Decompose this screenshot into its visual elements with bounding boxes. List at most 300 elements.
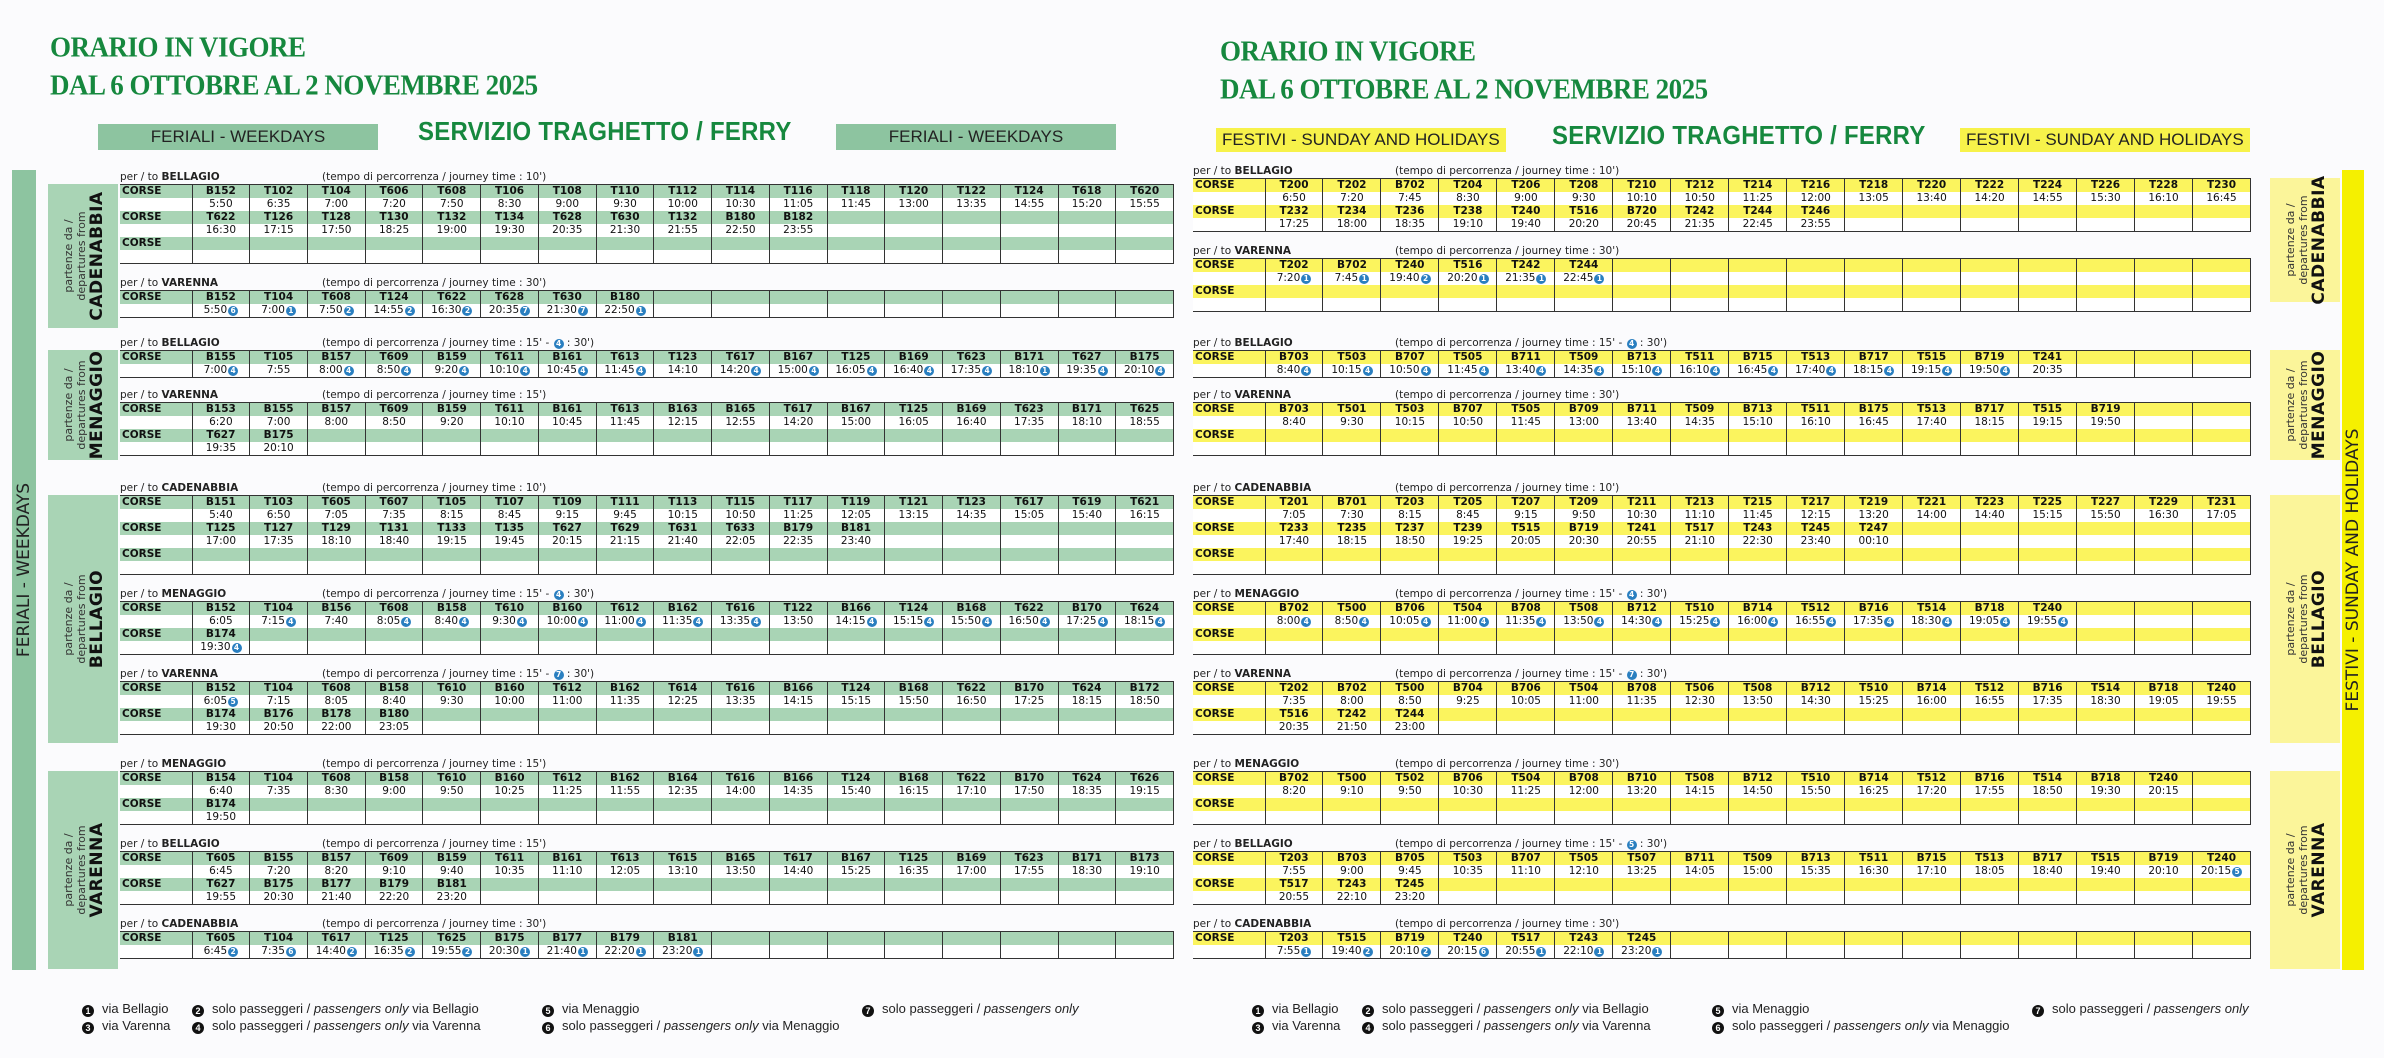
ferry-code: B708 xyxy=(1613,682,1671,696)
route-destination: per / to CADENABBIA xyxy=(120,482,239,494)
station-label xyxy=(2270,495,2340,743)
note-badge-4-icon: 4 xyxy=(2058,617,2068,627)
ferry-code xyxy=(2193,932,2251,946)
time-cell xyxy=(943,865,1001,878)
time-cell xyxy=(192,785,250,798)
departure-time: 16:05 xyxy=(835,364,866,376)
table-row-times xyxy=(120,945,1174,959)
ferry-code xyxy=(943,798,1001,811)
time-cell xyxy=(827,891,885,905)
time-cell xyxy=(2135,615,2193,628)
note-badge-1-icon: 1 xyxy=(1652,947,1662,957)
ferry-code xyxy=(1671,628,1729,641)
time-cell xyxy=(654,364,712,378)
ferry-code xyxy=(1000,211,1058,224)
journey-time: (tempo di percorrenza / journey time : 15') xyxy=(322,758,547,770)
ferry-code: T244 xyxy=(1729,205,1787,218)
ferry-code xyxy=(1961,708,2019,721)
table-row-codes xyxy=(1193,932,2251,946)
time-cell xyxy=(654,865,712,878)
table-row-times xyxy=(120,509,1174,522)
journey-time: (tempo di percorrenza / journey time : 30') xyxy=(1395,758,1620,770)
ferry-code: T110 xyxy=(596,185,654,199)
ferry-code xyxy=(2019,708,2077,721)
ferry-code: B151 xyxy=(192,496,250,510)
ferry-code xyxy=(1058,708,1116,721)
row-label: CORSE xyxy=(1193,285,1265,298)
time-cell xyxy=(1381,561,1439,574)
ferry-code: T619 xyxy=(1058,496,1116,510)
ferry-code: B152 xyxy=(192,682,250,696)
ferry-code: B155 xyxy=(250,403,308,417)
station-name: MENAGGIO xyxy=(87,350,107,460)
time-cell xyxy=(2135,721,2193,735)
time-cell xyxy=(943,416,1001,429)
ferry-code xyxy=(307,628,365,641)
time-cell xyxy=(1000,641,1058,655)
departure-time: 17:00 xyxy=(956,865,987,877)
time-cell xyxy=(1323,945,1381,959)
ferry-code: T608 xyxy=(365,602,423,616)
note-badge-4-icon: 4 xyxy=(554,590,564,600)
time-cell xyxy=(596,224,654,237)
time-cell xyxy=(1613,192,1671,205)
ferry-code: B153 xyxy=(192,403,250,417)
ferry-code: B708 xyxy=(1497,602,1555,616)
time-cell xyxy=(1323,811,1381,824)
departure-time: 19:10 xyxy=(1452,218,1484,230)
time-cell xyxy=(2193,416,2251,429)
departure-time: 15:15 xyxy=(840,695,872,707)
time-cell xyxy=(943,891,1001,905)
time-cell xyxy=(423,442,481,456)
time-cell xyxy=(1000,721,1058,735)
ferry-code xyxy=(1323,628,1381,641)
departure-time: 15:50 xyxy=(1800,785,1831,797)
departure-time: 8:05 xyxy=(324,695,349,707)
ferry-code xyxy=(1729,548,1787,561)
departures-from xyxy=(62,569,107,669)
departures-label-en: departures from xyxy=(2297,574,2310,664)
time-cell xyxy=(192,224,250,237)
ferry-code xyxy=(596,878,654,891)
departure-time: 14:50 xyxy=(1742,785,1773,797)
departure-time: 8:15 xyxy=(440,509,464,521)
departure-time: 9:20 xyxy=(434,364,459,376)
note-badge-2-icon: 2 xyxy=(344,306,354,316)
legend-number-1-icon: 1 xyxy=(82,1005,94,1017)
ferry-code: B714 xyxy=(1845,772,1903,786)
row-label-empty xyxy=(1193,695,1265,708)
departure-time: 10:15 xyxy=(667,509,698,521)
ferry-code: T503 xyxy=(1381,403,1439,417)
ferry-code: T505 xyxy=(1439,351,1497,365)
time-cell xyxy=(712,250,770,263)
ferry-code xyxy=(827,237,885,250)
ferry-code xyxy=(712,628,770,641)
table-row-codes xyxy=(120,772,1174,786)
ferry-code: B162 xyxy=(596,682,654,696)
departure-time: 10:10 xyxy=(1626,192,1657,204)
time-cell xyxy=(943,561,1001,574)
time-cell xyxy=(1671,192,1729,205)
legend-number-3-icon: 3 xyxy=(1252,1022,1264,1034)
time-cell xyxy=(654,891,712,905)
ferry-code xyxy=(1439,628,1497,641)
departure-time: 16:30 xyxy=(431,304,462,316)
departure-time: 17:35 xyxy=(950,364,982,376)
time-cell xyxy=(538,865,596,878)
time-cell xyxy=(1613,561,1671,574)
row-label-empty xyxy=(120,891,192,905)
time-cell xyxy=(1845,509,1903,522)
time-cell xyxy=(1613,535,1671,548)
time-cell xyxy=(654,695,712,708)
ferry-code: T627 xyxy=(538,522,596,535)
time-cell xyxy=(1787,865,1845,878)
table-row-times xyxy=(1193,272,2251,285)
departure-time: 20:50 xyxy=(263,721,294,733)
departure-time: 18:15 xyxy=(1123,615,1155,627)
time-cell xyxy=(1787,535,1845,548)
row-label-empty xyxy=(1193,442,1265,455)
time-cell xyxy=(307,945,365,959)
departure-time: 11:45 xyxy=(1742,509,1773,521)
row-label: CORSE xyxy=(120,932,192,946)
time-cell xyxy=(654,509,712,522)
time-cell xyxy=(885,695,943,708)
row-label-empty xyxy=(120,535,192,548)
ferry-code: B181 xyxy=(423,878,481,891)
departure-time: 17:40 xyxy=(1916,416,1947,428)
ferry-code: B709 xyxy=(1555,403,1613,417)
table-row-codes xyxy=(1193,878,2251,891)
departure-time: 11:10 xyxy=(552,865,583,877)
ferry-code: T627 xyxy=(192,429,250,442)
time-cell xyxy=(538,364,596,378)
ferry-code xyxy=(2135,429,2193,442)
route-header xyxy=(1193,164,2251,178)
ferry-code: T121 xyxy=(885,496,943,510)
time-cell xyxy=(250,304,308,318)
time-cell xyxy=(654,615,712,628)
weekdays-sidebar xyxy=(12,170,36,970)
timetable xyxy=(1193,601,2251,655)
ferry-code: B174 xyxy=(192,798,250,811)
ferry-code xyxy=(1058,211,1116,224)
time-cell xyxy=(769,695,827,708)
time-cell xyxy=(423,865,481,878)
departure-time: 14:40 xyxy=(315,945,346,957)
ferry-code xyxy=(596,237,654,250)
ferry-code: B719 xyxy=(2077,403,2135,417)
departure-time: 21:40 xyxy=(321,891,352,903)
ferry-code: T505 xyxy=(1555,852,1613,866)
departure-time: 9:30 xyxy=(613,198,637,210)
time-cell xyxy=(1903,721,1961,735)
departure-time: 20:35 xyxy=(2032,364,2063,376)
ferry-code: B180 xyxy=(712,211,770,224)
ferry-code xyxy=(2019,429,2077,442)
time-cell xyxy=(1265,561,1323,574)
note-badge-4-icon: 4 xyxy=(1155,366,1165,376)
time-cell xyxy=(827,198,885,211)
note-badge-2-icon: 2 xyxy=(462,306,472,316)
row-label: CORSE xyxy=(1193,522,1265,535)
time-cell xyxy=(596,641,654,655)
station-name: BELLAGIO xyxy=(2309,569,2329,669)
table-row-codes xyxy=(1193,548,2251,561)
ferry-code: T107 xyxy=(481,496,539,510)
ferry-code: T216 xyxy=(1787,179,1845,193)
time-cell xyxy=(1058,224,1116,237)
ferry-code: T504 xyxy=(1555,682,1613,696)
time-cell xyxy=(769,561,827,574)
time-cell xyxy=(712,561,770,574)
ferry-code: T243 xyxy=(1555,932,1613,946)
ferry-code xyxy=(423,429,481,442)
ferry-code: B703 xyxy=(1265,351,1323,365)
table-row-times xyxy=(120,224,1174,237)
time-cell xyxy=(1845,891,1903,905)
note-badge-4-icon: 4 xyxy=(1768,366,1778,376)
time-cell xyxy=(1116,695,1174,708)
time-cell xyxy=(1729,721,1787,735)
ferry-code xyxy=(2193,259,2251,273)
time-cell xyxy=(423,721,481,735)
departure-time: 11:45 xyxy=(604,364,635,376)
note-badge-4-icon: 4 xyxy=(344,366,354,376)
departure-time: 15:15 xyxy=(2032,509,2063,521)
ferry-code xyxy=(1671,798,1729,811)
legend-item: 1 via Bellagio xyxy=(1252,1000,1339,1017)
time-cell xyxy=(1961,535,2019,548)
ferry-code: T245 xyxy=(1613,932,1671,946)
time-cell xyxy=(2135,364,2193,378)
ferry-code: T508 xyxy=(1729,682,1787,696)
departure-time: 13:50 xyxy=(1742,695,1773,707)
ferry-code xyxy=(1961,285,2019,298)
table-row-codes xyxy=(120,211,1174,224)
ferry-code: T617 xyxy=(307,932,365,946)
row-label-empty xyxy=(120,442,192,456)
station-name: BELLAGIO xyxy=(87,569,107,669)
time-cell xyxy=(2135,535,2193,548)
ferry-code xyxy=(2135,351,2193,365)
timetable xyxy=(1193,495,2251,575)
time-cell xyxy=(596,945,654,959)
route-destination: per / to VARENNA xyxy=(120,389,219,401)
legend-number-4-icon: 4 xyxy=(1362,1022,1374,1034)
time-cell xyxy=(1555,721,1613,735)
legend-item: 7 solo passeggeri / passengers only xyxy=(862,1000,1079,1017)
departure-time: 14:35 xyxy=(783,785,814,797)
ferry-code: T610 xyxy=(423,772,481,786)
ferry-code xyxy=(1613,548,1671,561)
ferry-code: T633 xyxy=(712,522,770,535)
timetable xyxy=(1193,178,2251,232)
ferry-code xyxy=(1265,429,1323,442)
ferry-code xyxy=(1323,548,1381,561)
ferry-code xyxy=(2193,285,2251,298)
time-cell xyxy=(1787,811,1845,824)
time-cell xyxy=(1671,535,1729,548)
time-cell xyxy=(2019,442,2077,455)
time-cell xyxy=(1116,535,1174,548)
time-cell xyxy=(1671,218,1729,232)
timetable xyxy=(1193,350,2251,378)
departure-time: 19:40 xyxy=(1510,218,1541,230)
ferry-code: T125 xyxy=(885,852,943,866)
time-cell xyxy=(1845,865,1903,878)
time-cell xyxy=(885,561,943,574)
holidays-sidebar xyxy=(2342,170,2364,970)
note-badge-5-icon: 5 xyxy=(1627,840,1637,850)
departure-time: 8:00 xyxy=(1276,615,1301,627)
ferry-code: T228 xyxy=(2135,179,2193,193)
ferry-code xyxy=(712,878,770,891)
time-cell xyxy=(827,535,885,548)
departure-time: 17:10 xyxy=(1916,865,1947,877)
note-badge-4-icon: 4 xyxy=(1098,366,1108,376)
ferry-code: T212 xyxy=(1671,179,1729,193)
time-cell xyxy=(307,442,365,456)
ferry-code xyxy=(2193,548,2251,561)
ferry-code: T113 xyxy=(654,496,712,510)
departure-time: 12:00 xyxy=(1568,785,1599,797)
ferry-code: B159 xyxy=(423,351,481,365)
route-header xyxy=(1193,336,2251,350)
time-cell xyxy=(943,785,1001,798)
time-cell xyxy=(654,198,712,211)
time-cell xyxy=(596,250,654,263)
time-cell xyxy=(1845,945,1903,959)
time-cell xyxy=(827,695,885,708)
table-row-codes xyxy=(120,682,1174,696)
departure-time: 13:40 xyxy=(1626,416,1657,428)
time-cell xyxy=(1265,945,1323,959)
time-cell xyxy=(2077,192,2135,205)
ferry-code: T230 xyxy=(2193,179,2251,193)
time-cell xyxy=(2135,218,2193,232)
time-cell xyxy=(1439,416,1497,429)
departure-time: 23:20 xyxy=(1621,945,1652,957)
time-cell xyxy=(481,364,539,378)
time-cell xyxy=(1845,721,1903,735)
departure-time: 18:35 xyxy=(1394,218,1426,230)
ferry-code xyxy=(885,522,943,535)
route-to-bellagio xyxy=(120,170,1174,264)
ferry-code: B159 xyxy=(423,403,481,417)
time-cell xyxy=(1613,509,1671,522)
table-row-codes xyxy=(1193,682,2251,696)
ferry-code: B169 xyxy=(943,403,1001,417)
table-row-times xyxy=(120,615,1174,628)
departure-time: 11:00 xyxy=(1568,695,1599,707)
time-cell xyxy=(1845,364,1903,378)
ferry-code xyxy=(2135,403,2193,417)
time-cell xyxy=(1058,785,1116,798)
table-row-codes xyxy=(1193,179,2251,193)
time-cell xyxy=(596,416,654,429)
note-badge-4-icon: 4 xyxy=(1942,617,1952,627)
time-cell xyxy=(1000,785,1058,798)
departure-time: 9:15 xyxy=(1514,509,1538,521)
note-badge-4-icon: 4 xyxy=(1594,617,1604,627)
ferry-code xyxy=(1787,708,1845,721)
ferry-code xyxy=(2135,259,2193,273)
departures-from xyxy=(2284,569,2329,669)
departure-time: 7:50 xyxy=(440,198,464,210)
time-cell xyxy=(538,785,596,798)
time-cell xyxy=(365,416,423,429)
time-cell xyxy=(250,945,308,959)
row-label-empty xyxy=(120,509,192,522)
ferry-code xyxy=(1058,798,1116,811)
ferry-code: T616 xyxy=(712,682,770,696)
departure-time: 14:40 xyxy=(783,865,814,877)
journey-time: (tempo di percorrenza / journey time : 15' - 5 : 30') xyxy=(1395,838,1668,850)
route-to-menaggio xyxy=(120,757,1174,825)
time-cell xyxy=(1439,615,1497,628)
ferry-code: B181 xyxy=(654,932,712,946)
departures-label: partenze da / xyxy=(2284,833,2297,907)
departure-time: 14:20 xyxy=(719,364,751,376)
time-cell xyxy=(192,615,250,628)
departure-time: 10:15 xyxy=(1331,364,1362,376)
ferry-code: T234 xyxy=(1323,205,1381,218)
time-cell xyxy=(2135,695,2193,708)
departure-time: 10:50 xyxy=(1452,416,1484,428)
departure-time: 16:40 xyxy=(956,416,987,428)
time-cell xyxy=(250,561,308,574)
time-cell xyxy=(1058,364,1116,378)
time-cell xyxy=(1497,945,1555,959)
time-cell xyxy=(365,721,423,735)
ferry-code: T618 xyxy=(1058,185,1116,199)
ferry-code xyxy=(2077,285,2135,298)
table-row-times xyxy=(1193,641,2251,654)
ferry-code xyxy=(943,628,1001,641)
time-cell xyxy=(943,695,1001,708)
ferry-code xyxy=(1613,878,1671,891)
journey-time: (tempo di percorrenza / journey time : 30') xyxy=(322,277,547,289)
station-section-menaggio xyxy=(48,336,1174,460)
time-cell xyxy=(1555,298,1613,311)
time-cell xyxy=(1323,192,1381,205)
ferry-code: T624 xyxy=(1116,602,1174,616)
table-row-times xyxy=(120,811,1174,825)
legend-item: 3 via Varenna xyxy=(1252,1017,1340,1034)
departure-time: 19:40 xyxy=(2090,865,2121,877)
time-cell xyxy=(538,641,596,655)
time-cell xyxy=(1613,865,1671,878)
ferry-code xyxy=(1000,291,1058,305)
legend-item: 4 solo passeggeri / passengers only via Varenna xyxy=(1362,1017,1651,1034)
note-badge-1-icon: 1 xyxy=(1301,274,1311,284)
ferry-code xyxy=(1903,878,1961,891)
ferry-code: B172 xyxy=(1116,682,1174,696)
table-row-times xyxy=(120,198,1174,211)
ferry-code: T104 xyxy=(250,602,308,616)
row-label: CORSE xyxy=(1193,259,1265,273)
ferry-code xyxy=(769,628,827,641)
ferry-code xyxy=(2135,548,2193,561)
time-cell xyxy=(1381,364,1439,378)
time-cell xyxy=(1961,811,2019,824)
table-row-times xyxy=(120,304,1174,318)
note-badge-4-icon: 4 xyxy=(401,366,411,376)
